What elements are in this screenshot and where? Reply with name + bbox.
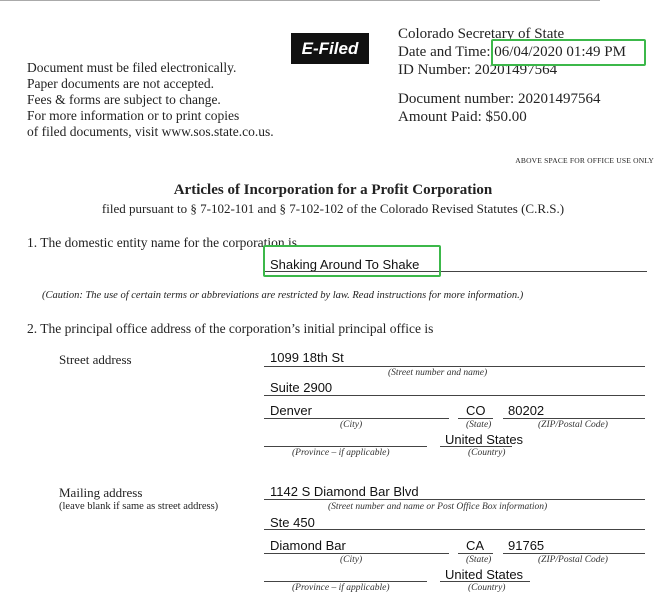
notice-line: of filed documents, visit www.sos.state.co.us. (27, 124, 274, 139)
id-number: ID Number: 20201497564 (398, 62, 558, 78)
notice-line: Fees & forms are subject to change. (27, 92, 221, 107)
e-filed-stamp: E-Filed (291, 33, 369, 64)
mailing-address-sublabel: (leave blank if same as street address) (59, 501, 219, 512)
street-address-label: Street address (59, 352, 132, 367)
date-time-value: 06/04/2020 01:49 PM (494, 44, 626, 60)
mailing-zip-value: 91765 (508, 538, 545, 553)
mailing-line2-value: Ste 450 (270, 515, 315, 530)
mailing-city-value: Diamond Bar (270, 538, 346, 553)
filing-notice (27, 60, 274, 140)
mailing-zip-caption: (ZIP/Postal Code) (538, 555, 608, 565)
mailing-city-caption: (City) (340, 555, 363, 565)
mailing-line2-rule (264, 529, 645, 530)
question-2: 2. The principal office address of the corporation’s initial principal office is (27, 321, 434, 336)
mailing-country-value: United States (445, 567, 524, 582)
street-line1-caption: (Street number and name) (388, 368, 488, 378)
mailing-province-caption: (Province – if applicable) (292, 583, 390, 593)
mailing-address-label: Mailing address (59, 485, 143, 500)
street-province-caption: (Province – if applicable) (292, 448, 390, 458)
street-zip-value: 80202 (508, 403, 545, 418)
street-city-rule (264, 418, 449, 419)
street-zip-caption: (ZIP/Postal Code) (538, 420, 608, 430)
street-state-rule (458, 418, 493, 419)
divider (0, 0, 600, 1)
street-city-caption: (City) (340, 420, 363, 430)
document-number: Document number: 20201497564 (398, 91, 601, 107)
street-line1-value: 1099 18th St (270, 350, 344, 365)
mailing-country-rule (440, 581, 530, 582)
form-subtitle: filed pursuant to § 7-102-101 and § 7-102-102 of the Colorado Revised Statutes (C.R.S.) (101, 201, 565, 216)
mailing-zip-rule (503, 553, 645, 554)
mailing-line1-value: 1142 S Diamond Bar Blvd (270, 484, 419, 499)
mailing-state-rule (458, 553, 493, 554)
street-state-value: CO (466, 403, 486, 418)
office-use-note: ABOVE SPACE FOR OFFICE USE ONLY (515, 156, 654, 165)
mailing-city-rule (264, 553, 449, 554)
street-line2-rule (264, 395, 645, 396)
mailing-line1-caption: (Street number and name or Post Office Box information) (328, 502, 548, 512)
mailing-province-rule (264, 581, 427, 582)
street-country-caption: (Country) (468, 448, 506, 458)
mailing-state-value: CA (466, 538, 485, 553)
date-time-highlight (491, 39, 646, 66)
street-province-rule (264, 446, 427, 447)
entity-name-highlight (263, 245, 441, 277)
street-city-value: Denver (270, 403, 312, 418)
street-country-value: United States (445, 432, 524, 447)
street-line2-value: Suite 2900 (270, 380, 333, 395)
notice-line: Paper documents are not accepted. (27, 76, 215, 91)
sos-title: Colorado Secretary of State (398, 26, 565, 42)
form-title: Articles of Incorporation for a Profit Corporation (173, 182, 493, 198)
street-zip-rule (503, 418, 645, 419)
street-line1-rule (264, 366, 645, 367)
question-1: 1. The domestic entity name for the corporation is (27, 235, 298, 250)
mailing-country-caption: (Country) (468, 583, 506, 593)
street-state-caption: (State) (466, 420, 492, 430)
mailing-line1-rule (264, 499, 645, 500)
entity-name-value: Shaking Around To Shake (270, 257, 420, 272)
caution-note: (Caution: The use of certain terms or abbreviations are restricted by law. Read instructions for more information.) (42, 290, 524, 301)
street-country-rule (440, 446, 512, 447)
notice-line: Document must be filed electronically. (27, 60, 237, 75)
mailing-state-caption: (State) (466, 555, 492, 565)
notice-line: For more information or to print copies (27, 108, 240, 123)
amount-paid: Amount Paid: $50.00 (398, 109, 527, 125)
date-time-label: Date and Time: (398, 44, 491, 60)
